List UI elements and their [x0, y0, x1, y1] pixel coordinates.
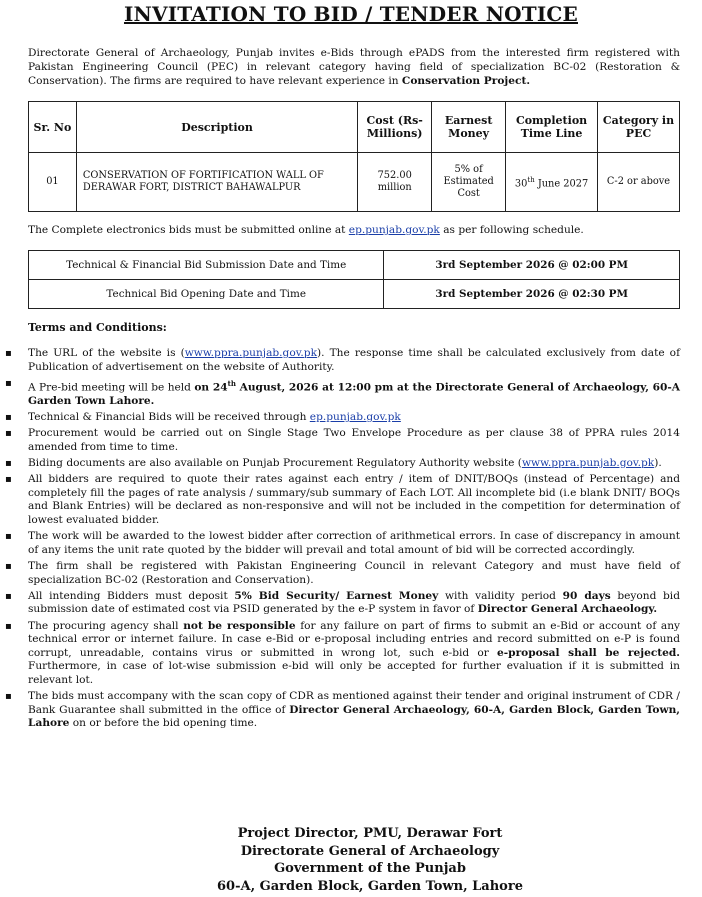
term-bold: August, 2026 at 12:00 pm at the Directorate General of Archaeology, 60-A Garden Town Lahore. — [28, 381, 681, 407]
bullet-icon: ▪ — [5, 348, 12, 359]
cell-description: CONSERVATION OF FORTIFICATION WALL OF DERAWAR FORT, DISTRICT BAHAWALPUR — [76, 153, 357, 212]
list-item — [5, 457, 680, 471]
term-text: with validity period — [438, 589, 563, 602]
completion-day: 30 — [514, 178, 528, 190]
term-text: The bids must accompany with the scan copy of CDR as mentioned against their tender and original instrument of CDR / Bank Guarantee shall submitted in the office of — [28, 690, 680, 716]
cell-sr: 01 — [29, 153, 77, 212]
header-description: Description — [76, 102, 357, 153]
term-bold: Director General Archaeology. — [477, 603, 658, 616]
online-before: The Complete electronics bids must be submitted online at — [28, 224, 349, 236]
list-item — [5, 589, 680, 617]
bid-table-header-row — [29, 102, 680, 153]
list-item — [5, 530, 680, 557]
term-text: All intending Bidders must deposit — [28, 589, 235, 602]
term-text: Technical & Financial Bids will be received through — [28, 411, 310, 424]
header-earnest-money: Earnest Money — [432, 102, 506, 153]
header-sr-no: Sr. No — [29, 102, 77, 153]
page-title: INVITATION TO BID / TENDER NOTICE — [123, 2, 578, 26]
cell-cost: 752.00 million — [358, 153, 432, 212]
bullet-icon: ▪ — [5, 561, 12, 572]
completion-sup: th — [527, 175, 535, 184]
bid-table — [28, 101, 680, 212]
term-text: on or before the bid opening time. — [69, 717, 258, 730]
schedule-value: 3rd September 2026 @ 02:30 PM — [384, 280, 680, 309]
bullet-icon: ▪ — [5, 590, 12, 602]
signature-line: 60-A, Garden Block, Garden Town, Lahore — [217, 878, 523, 894]
term-bold: e-proposal shall be rejected. — [497, 646, 680, 659]
terms-list — [5, 347, 681, 734]
list-item — [5, 427, 680, 454]
term-text: for any failure on part of firms to submit an e-Bid or account of any technical error or internet failure. In case e-Bid or e-proposal including entries and record submitted on e-P is found corrupt, unreadable, contains virus or submitted in wrong lot, such e-bid or — [28, 619, 680, 659]
completion-rest: June 2027 — [534, 178, 589, 190]
header-cost: Cost (Rs-Millions) — [358, 102, 432, 153]
intro-bold: Conservation Project. — [401, 75, 531, 87]
header-category: Category in PEC — [598, 102, 680, 153]
table-row — [29, 153, 680, 212]
intro-text: Directorate General of Archaeology, Punjab invites e-Bids through ePADS from the interested firm registered with Pakistan Engineering Council (PEC) in relevant category having field of specialization BC-02 (Restoration & Conservation). The firms are required to have relevant experience in — [28, 47, 680, 87]
table-row — [29, 251, 680, 280]
term-text: All bidders are required to quote their rates against each entry / item of DNIT/BOQs (instead of Percentage) and completely fill the pages of rate analysis / summary/sub summary of Each LOT. All incomplete bid (i.e blank DNIT/ BOQs and Blank Entries) will be declared as non-responsive and will not be included in the competition for determination of lowest evaluated bidder. — [28, 473, 680, 527]
term-bold: not be responsible — [183, 619, 296, 632]
term-text: Procurement would be carried out on Single Stage Two Envelope Procedure as per clause 38 of PPRA rules 2014 amended from time to time. — [28, 427, 680, 453]
signature-line: Government of the Punjab — [274, 861, 466, 876]
intro-paragraph — [28, 46, 680, 88]
bullet-icon: ▪ — [5, 412, 12, 424]
term-bold: Director General Archaeology, 60-A, Garden Block, Garden Town, Lahore — [28, 703, 680, 730]
list-item — [5, 347, 680, 374]
list-item — [5, 619, 680, 688]
bullet-icon: ▪ — [5, 377, 12, 389]
list-item — [5, 473, 680, 527]
schedule-label: Technical Bid Opening Date and Time — [29, 280, 384, 309]
table-row — [29, 280, 680, 309]
ppra-link[interactable]: www.ppra.punjab.gov.pk — [184, 347, 317, 359]
list-item — [5, 560, 680, 587]
cell-category: C-2 or above — [598, 153, 680, 212]
cell-completion — [506, 153, 598, 212]
list-item — [5, 377, 681, 409]
schedule-table — [28, 250, 680, 309]
term-text: The URL of the website is ( — [28, 347, 185, 359]
term-text: Biding documents are also available on Punjab Procurement Regulatory Authority website ( — [28, 457, 522, 470]
term-bold: 5% Bid Security/ Earnest Money — [234, 589, 439, 602]
online-submission-line — [28, 224, 584, 236]
cell-earnest: 5% of Estimated Cost — [432, 153, 506, 212]
term-text: ). The response time shall be calculated exclusively from date of Publication of advertisement on the website of Authority. — [28, 347, 680, 373]
ep-punjab-link[interactable]: ep.punjab.gov.pk — [309, 411, 401, 424]
term-bold: 90 days — [562, 589, 611, 602]
bullet-icon: ▪ — [5, 428, 12, 440]
ppra-link[interactable]: www.ppra.punjab.gov.pk — [521, 457, 655, 470]
list-item — [5, 411, 680, 425]
term-text: The procuring agency shall — [28, 619, 184, 632]
terms-heading: Terms and Conditions: — [28, 321, 167, 334]
term-text: Furthermore, in case of lot-wise submission e-bid will only be accepted for further evaluation if it is submitted in relevant lot. — [28, 660, 680, 686]
term-bold: on 24 — [194, 381, 228, 394]
bullet-icon: ▪ — [5, 691, 12, 703]
term-text: The work will be awarded to the lowest bidder after correction of arithmetical errors. In case of discrepancy in amount of any items the unit rate quoted by the bidder will prevail and total amount of bid will be corrected accordingly. — [28, 530, 680, 556]
term-text: A Pre-bid meeting will be held — [28, 381, 195, 394]
schedule-label: Technical & Financial Bid Submission Date and Time — [29, 251, 384, 280]
signature-line: Directorate General of Archaeology — [240, 843, 500, 859]
schedule-value: 3rd September 2026 @ 02:00 PM — [384, 251, 680, 280]
online-after: as per following schedule. — [439, 224, 584, 236]
ep-punjab-link[interactable]: ep.punjab.gov.pk — [348, 224, 440, 236]
bullet-icon: ▪ — [5, 531, 12, 543]
header-completion: Completion Time Line — [506, 102, 598, 153]
term-text: The firm shall be registered with Pakistan Engineering Council in relevant Category and must have field of specialization BC-02 (Restoration and Conservation). — [28, 560, 680, 586]
signature-block — [0, 825, 702, 895]
bullet-icon: ▪ — [5, 458, 12, 470]
signature-line: Project Director, PMU, Derawar Fort — [237, 826, 503, 841]
term-sup: th — [227, 378, 236, 388]
bullet-icon: ▪ — [5, 474, 12, 486]
list-item — [5, 690, 680, 731]
term-text: ). — [654, 457, 662, 470]
term-text: beyond bid submission date of estimated cost via PSID generated by the e-P system in favor of — [28, 589, 680, 616]
bullet-icon: ▪ — [5, 620, 12, 632]
